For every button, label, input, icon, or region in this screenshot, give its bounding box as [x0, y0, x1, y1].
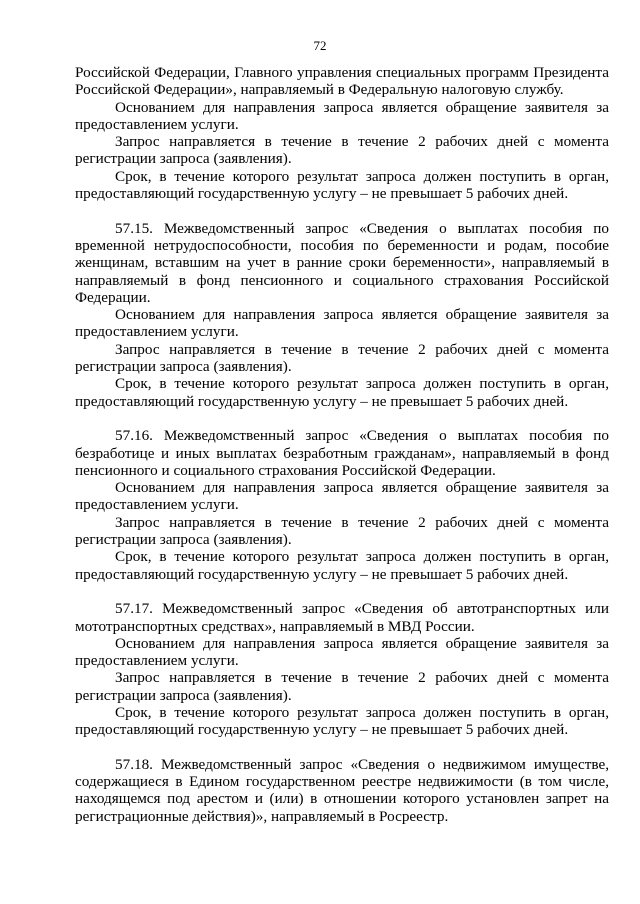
paragraph: Срок, в течение которого результат запроса должен поступить в орган, предоставляющий государственную услугу – не превышает 5 рабочих дней.	[75, 167, 609, 203]
paragraph: Срок, в течение которого результат запроса должен поступить в орган, предоставляющий государственную услугу – не превышает 5 рабочих дней.	[75, 548, 609, 583]
paragraph: Срок, в течение которого результат запроса должен поступить в орган, предоставляющий государственную услугу – не превышает 5 рабочих дней.	[75, 375, 609, 410]
paragraph: Основанием для направления запроса является обращение заявителя за предоставлением услуги.	[75, 306, 609, 341]
page-number: 72	[313, 38, 327, 53]
paragraph: 57.16. Межведомственный запрос «Сведения о выплатах пособия по безработице и иных выплатах безработным гражданам», направляемый в фонд пенсионного и социального страхования Российской Федерации.	[75, 427, 609, 479]
paragraph: 57.18. Межведомственный запрос «Сведения о недвижимом имуществе, содержащиеся в Едином государственном реестре недвижимости (в том числе, находящемся под арестом и (или) в отношении которого установлен запрет на регистрационные действия)», направляемый в Росреестр.	[75, 755, 609, 825]
paragraph: Запрос направляется в течение в течение 2 рабочих дней с момента регистрации запроса (заявления).	[75, 669, 609, 704]
paragraph: Основанием для направления запроса является обращение заявителя за предоставлением услуги.	[75, 98, 609, 133]
paragraph: Российской Федерации, Главного управления специальных программ Президента Российской Федерации», направляемый в Федеральную налоговую службу.	[75, 64, 609, 99]
paragraph: Запрос направляется в течение в течение 2 рабочих дней с момента регистрации запроса (заявления).	[75, 513, 609, 549]
paragraph: Запрос направляется в течение в течение 2 рабочих дней с момента регистрации запроса (заявления).	[75, 340, 609, 376]
paragraph: Срок, в течение которого результат запроса должен поступить в орган, предоставляющий государственную услугу – не превышает 5 рабочих дней.	[75, 703, 609, 739]
paragraph: Основанием для направления запроса является обращение заявителя за предоставлением услуги.	[75, 479, 609, 514]
paragraph: 57.15. Межведомственный запрос «Сведения о выплатах пособия по временной нетрудоспособности, пособия по беременности и родам, пособие женщинам, вставшим на учет в ранние сроки беременности», направляемый в направляемый в фонд пенсионного и социального страхования Российской Федерации.	[75, 219, 609, 306]
paragraph: 57.17. Межведомственный запрос «Сведения об автотранспортных или мототранспортных средствах», направляемый в МВД России.	[75, 600, 609, 635]
document-body	[75, 64, 609, 825]
paragraph: Запрос направляется в течение в течение 2 рабочих дней с момента регистрации запроса (заявления).	[75, 133, 609, 168]
paragraph: Основанием для направления запроса является обращение заявителя за предоставлением услуги.	[75, 634, 609, 670]
